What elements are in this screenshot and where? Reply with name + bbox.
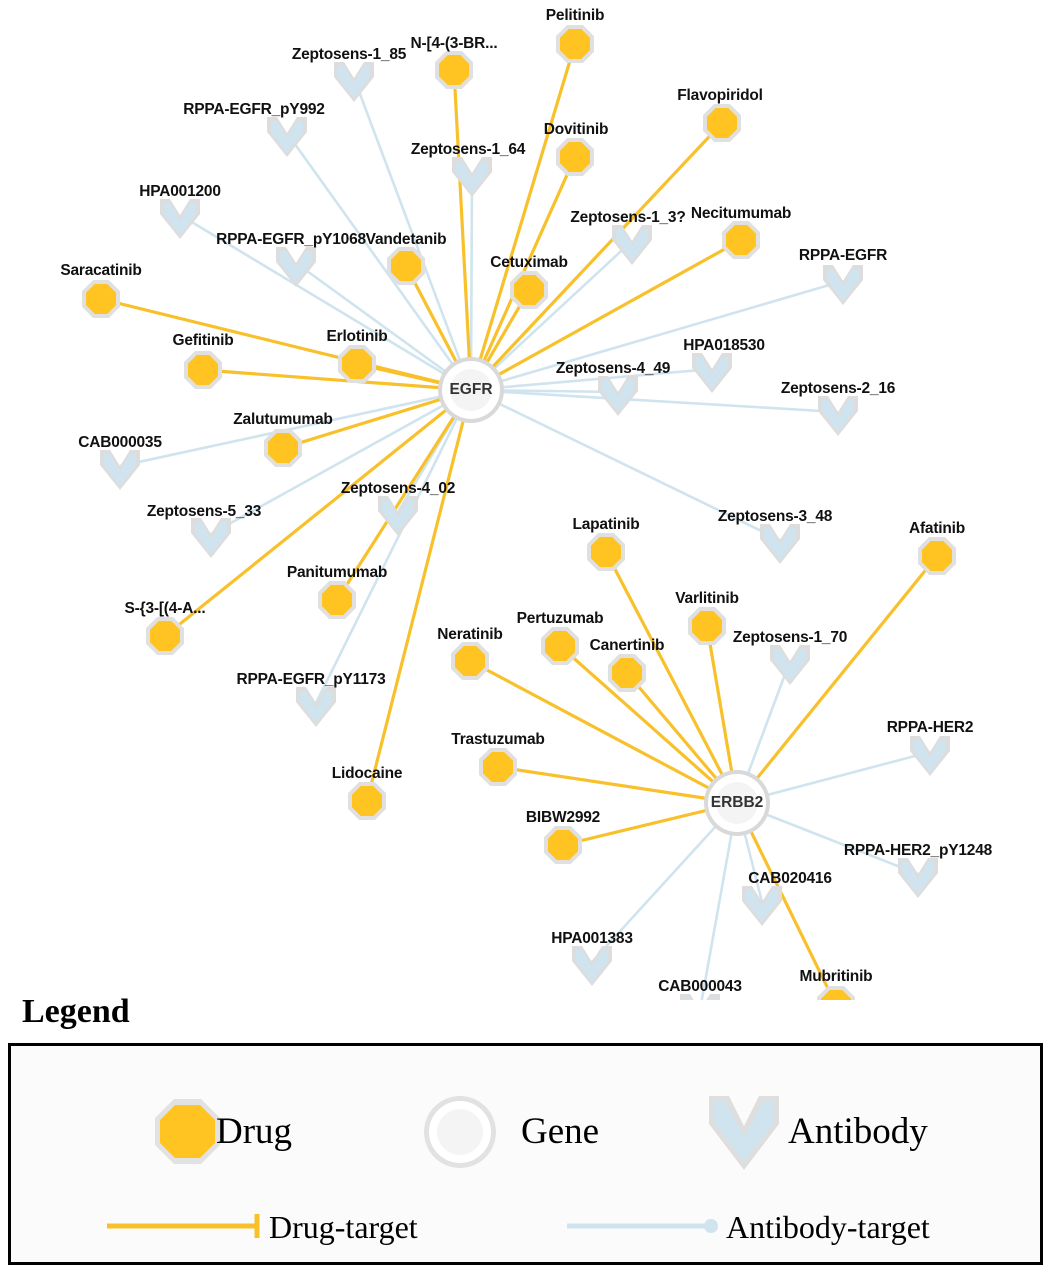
drug-node[interactable]: [387, 247, 425, 285]
antibody-node[interactable]: [334, 62, 374, 102]
antibody-node[interactable]: [910, 736, 950, 776]
drug-label: Lapatinib: [572, 516, 640, 533]
antibody-label: CAB000043: [658, 978, 742, 995]
drug-label: Pelitinib: [545, 7, 605, 24]
antibody-label: CAB000035: [78, 434, 162, 451]
drug-node[interactable]: [556, 25, 594, 63]
drug-node[interactable]: [146, 617, 184, 655]
drug-node[interactable]: [451, 642, 489, 680]
drug-label: Vandetanib: [365, 231, 447, 248]
legend-box: [8, 1043, 1043, 1265]
antibody-label: Zeptosens-1_64: [410, 141, 526, 158]
antibody-label: RPPA-EGFR: [798, 247, 888, 264]
antibody-node[interactable]: [100, 450, 140, 490]
antibody-label: HPA001383: [551, 930, 633, 947]
drug-label: Trastuzumab: [451, 731, 545, 748]
antibody-label: RPPA-HER2: [886, 719, 974, 736]
legend-label-antibody: Antibody: [788, 1111, 928, 1152]
legend-gene-icon: [424, 1096, 496, 1168]
antibody-label: Zeptosens-1_70: [732, 629, 848, 646]
antibody-node[interactable]: [452, 157, 492, 197]
drug-target-edge: [737, 556, 937, 803]
legend-title: Legend: [22, 993, 130, 1030]
antibody-label: CAB020416: [748, 870, 832, 887]
drug-label: Zalutumumab: [233, 411, 333, 428]
drug-node[interactable]: [541, 627, 579, 665]
antibody-label: Zeptosens-1_3?: [570, 209, 686, 226]
antibody-label: Zeptosens-2_16: [780, 380, 896, 397]
antibody-label: RPPA-EGFR_pY1068: [216, 231, 366, 248]
drug-label: Necitumumab: [690, 205, 792, 222]
antibody-label: Zeptosens-4_49: [555, 360, 671, 377]
drug-node[interactable]: [338, 345, 376, 383]
drug-node[interactable]: [184, 351, 222, 389]
legend-label-drug-target: Drug-target: [269, 1209, 418, 1245]
drug-node[interactable]: [479, 748, 517, 786]
legend-antibody-icon: [709, 1096, 779, 1170]
drug-target-edge: [471, 44, 575, 390]
antibody-label: Zeptosens-3_48: [717, 508, 833, 525]
drug-label: Pertuzumab: [516, 610, 604, 627]
drug-node[interactable]: [587, 533, 625, 571]
antibody-target-edges: [120, 78, 930, 1000]
drug-label: Dovitinib: [543, 121, 609, 138]
antibody-label: Zeptosens-4_02: [340, 480, 456, 497]
antibody-node[interactable]: [276, 247, 316, 287]
gene-label: ERBB2: [710, 794, 764, 811]
antibody-label: RPPA-HER2_pY1248: [843, 842, 993, 859]
legend-label-drug: Drug: [216, 1111, 293, 1152]
antibody-node[interactable]: [160, 199, 200, 239]
antibody-node[interactable]: [598, 376, 638, 416]
drug-label: Canertinib: [589, 637, 665, 654]
drug-label: BIBW2992: [525, 809, 601, 826]
antibody-node[interactable]: [191, 518, 231, 558]
drug-target-edge: [454, 70, 471, 390]
drug-node[interactable]: [510, 271, 548, 309]
legend-drug-icon: [155, 1099, 220, 1164]
antibody-label: Zeptosens-1_85: [291, 46, 407, 63]
drug-label: Gefitinib: [172, 332, 234, 349]
legend-label-antibody-target: Antibody-target: [726, 1209, 930, 1245]
drug-label: Saracatinib: [60, 262, 142, 279]
drug-label: Cetuximab: [490, 254, 568, 271]
antibody-node[interactable]: [823, 265, 863, 305]
legend-antibody-edge-icon: [567, 1219, 718, 1233]
drug-label: Erlotinib: [326, 328, 388, 345]
antibody-label: Zeptosens-5_33: [146, 503, 262, 520]
antibody-node[interactable]: [770, 645, 810, 685]
drug-node[interactable]: [918, 537, 956, 575]
drug-label: S-{3-[(4-A...: [124, 600, 206, 617]
drug-node[interactable]: [817, 986, 855, 1000]
drug-label: Varlitinib: [675, 590, 739, 607]
antibody-node[interactable]: [760, 524, 800, 564]
antibody-node[interactable]: [612, 225, 652, 265]
antibody-node[interactable]: [692, 353, 732, 393]
legend-drug-edge-icon: [107, 1214, 257, 1238]
drug-label: Panitumumab: [286, 564, 388, 581]
drug-node[interactable]: [544, 826, 582, 864]
drug-node[interactable]: [722, 221, 760, 259]
antibody-node[interactable]: [818, 396, 858, 436]
antibody-label: RPPA-EGFR_pY992: [183, 101, 325, 118]
antibody-node[interactable]: [742, 886, 782, 926]
drug-label: Afatinib: [908, 520, 966, 537]
drug-node[interactable]: [318, 581, 356, 619]
drug-node[interactable]: [348, 782, 386, 820]
legend-label-gene: Gene: [521, 1111, 600, 1152]
antibody-target-edge: [316, 390, 471, 703]
drug-label: N-[4-(3-BR...: [410, 35, 498, 52]
drug-node[interactable]: [688, 607, 726, 645]
drug-node[interactable]: [608, 654, 646, 692]
antibody-label: HPA001200: [139, 183, 221, 200]
antibody-node[interactable]: [572, 946, 612, 986]
drug-label: Neratinib: [437, 626, 503, 643]
drug-node[interactable]: [435, 51, 473, 89]
gene-label: EGFR: [449, 381, 493, 398]
drug-node[interactable]: [703, 104, 741, 142]
antibody-node[interactable]: [898, 858, 938, 898]
antibody-label: RPPA-EGFR_pY1173: [236, 671, 386, 688]
drug-label: Flavopiridol: [677, 87, 763, 104]
antibody-node[interactable]: [296, 687, 336, 727]
antibody-label: HPA018530: [683, 337, 765, 354]
drug-label: Lidocaine: [331, 765, 403, 782]
antibody-nodes[interactable]: [100, 62, 950, 1000]
drug-node[interactable]: [264, 429, 302, 467]
drug-node[interactable]: [556, 138, 594, 176]
drug-node[interactable]: [82, 280, 120, 318]
drug-label: Mubritinib: [799, 968, 873, 985]
